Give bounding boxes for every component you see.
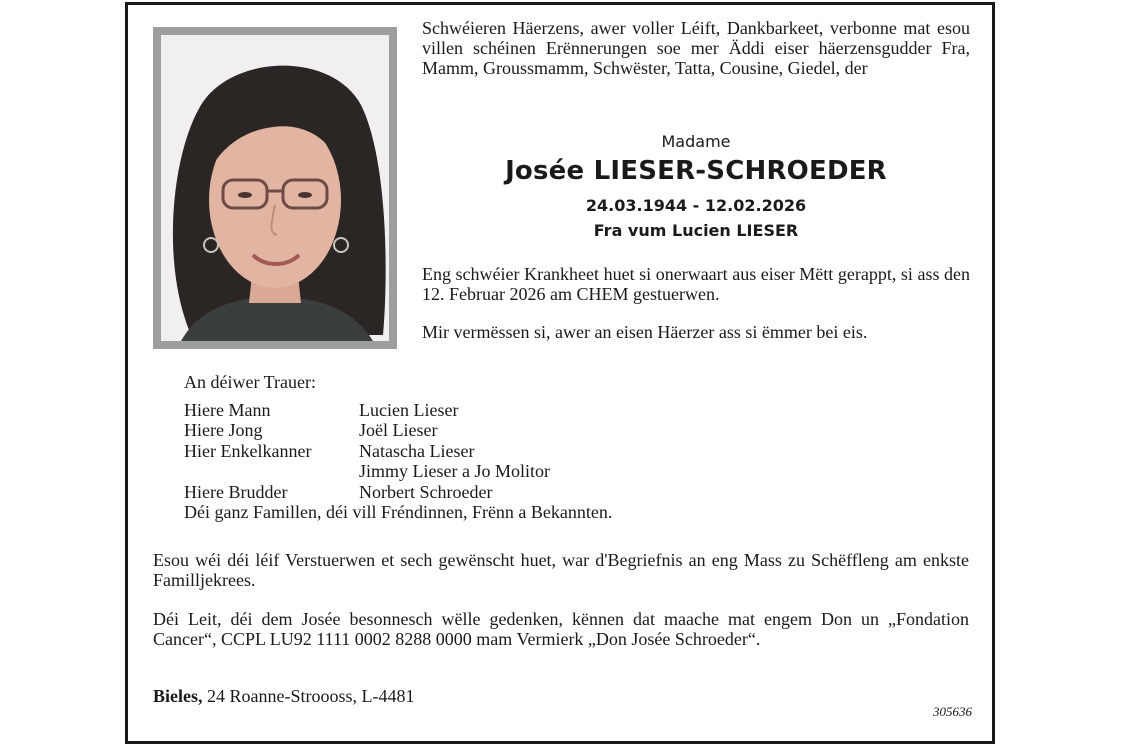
- mourners-section: [184, 372, 884, 523]
- intro-text: Schwéieren Häerzens, awer voller Léift, Dankbarkeet, verbonne mat esou villen schéinen Erënnerungen soe mer Äddi eiser häerzensgudder Fra, Mamm, Groussmamm, Schwëster, Tatta, Cousine, Giedel, der: [422, 18, 970, 78]
- mourner-row: [184, 461, 884, 482]
- address-street: 24 Roanne-Stroooss, L-4481: [202, 686, 415, 706]
- deceased-name: Josée LIESER-SCHROEDER: [505, 156, 887, 186]
- mourner-row: [184, 441, 884, 462]
- mourner-role: Hiere Jong: [184, 420, 263, 440]
- reference-number: 305636: [933, 704, 972, 719]
- mourner-names: Joël Lieser: [359, 420, 438, 440]
- mourner-role: [184, 461, 359, 482]
- spouse-line: Fra vum Lucien LIESER: [593, 221, 799, 240]
- portrait-image: [161, 35, 389, 341]
- mourner-names: Natascha Lieser: [359, 440, 475, 461]
- address-place: Bieles,: [153, 686, 203, 706]
- mourner-names: Norbert Schroeder: [359, 481, 493, 502]
- mourner-role: Hiere Brudder: [184, 481, 288, 502]
- mourner-row: [184, 420, 884, 441]
- portrait-photo: [153, 27, 397, 349]
- life-dates: 24.03.1944 - 12.02.2026: [585, 196, 807, 215]
- funeral-paragraph: Esou wéi déi léif Verstuerwen et sech gewënscht huet, war d'Begriefnis an eng Mass zu Schëffleng am enkste Familljekrees.: [153, 550, 969, 590]
- death-paragraph: Eng schwéier Krankheet huet si onerwaart aus eiser Mëtt gerappt, si ass den 12. Februar 2026 am CHEM gestuerwen.: [422, 264, 970, 304]
- mourner-names: Lucien Lieser: [359, 399, 459, 420]
- mourner-row: [184, 482, 884, 503]
- donation-paragraph: Déi Leit, déi dem Josée besonnesch wëlle gedenken, kënnen dat maache mat engem Don un „Fondation Cancer“, CCPL LU92 1111 0002 8288 0000 mam Vermierk „Don Josée Schroeder“.: [153, 609, 969, 649]
- mourner-role: Hiere Mann: [184, 399, 271, 420]
- mourners-heading: An déiwer Trauer:: [184, 372, 316, 392]
- mourner-row: [184, 400, 884, 421]
- remembrance-paragraph: Mir vermëssen si, awer an eisen Häerzer ass si ëmmer bei eis.: [422, 322, 868, 342]
- address-line: [153, 686, 414, 707]
- mourner-role: Hier Enkelkanner: [184, 440, 312, 461]
- honorific: Madame: [661, 132, 731, 151]
- mourner-names: Jimmy Lieser a Jo Molitor: [359, 461, 550, 481]
- mourners-footer: Déi ganz Famillen, déi vill Fréndinnen, Frënn a Bekannten.: [184, 502, 613, 522]
